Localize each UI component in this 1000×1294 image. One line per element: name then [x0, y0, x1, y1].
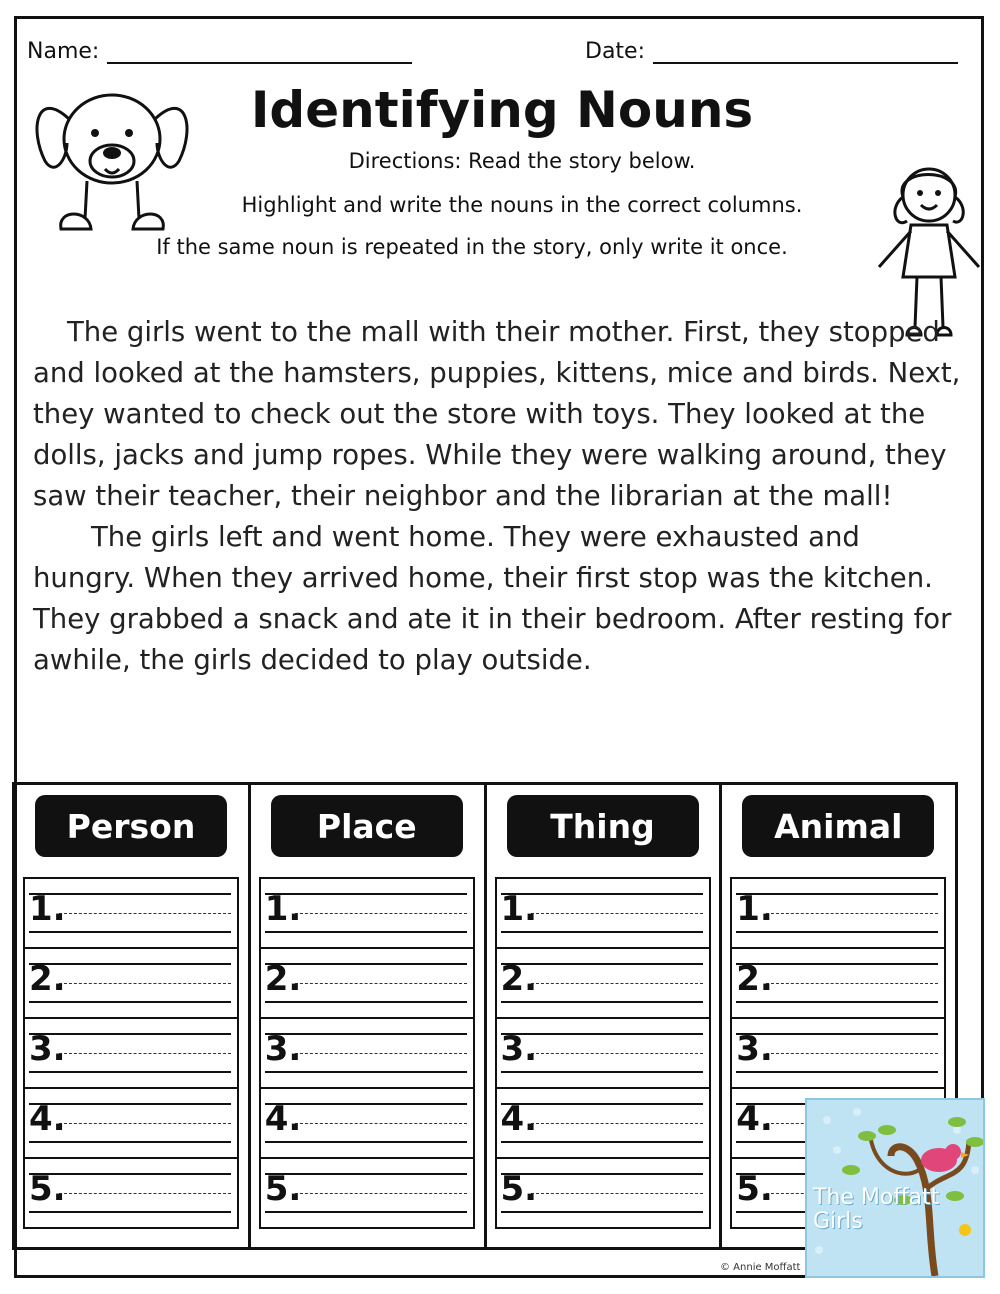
- row-number: 4.: [500, 1099, 538, 1139]
- row-number: 5.: [29, 1169, 66, 1209]
- answer-row[interactable]: [259, 1017, 475, 1087]
- row-number: 1.: [264, 889, 302, 929]
- row-number: 1.: [500, 889, 538, 929]
- answer-row[interactable]: [23, 947, 239, 1017]
- row-number: 4.: [29, 1099, 66, 1139]
- answer-row[interactable]: [495, 1017, 711, 1087]
- row-number: 2.: [500, 959, 538, 999]
- row-number: 1.: [29, 889, 66, 929]
- answer-row[interactable]: [23, 877, 239, 947]
- row-number: 5.: [264, 1169, 302, 1209]
- answer-row[interactable]: [730, 1017, 946, 1087]
- answer-row[interactable]: [495, 1087, 711, 1157]
- answer-row[interactable]: [23, 1017, 239, 1087]
- date-line[interactable]: [653, 42, 958, 64]
- date-label: Date:: [585, 39, 645, 64]
- row-number: 4.: [736, 1099, 773, 1139]
- directions-line-3: If the same noun is repeated in the story, only write it once.: [156, 235, 788, 259]
- date-field: [585, 39, 958, 64]
- answer-row[interactable]: [259, 947, 475, 1017]
- name-label: Name:: [27, 39, 100, 64]
- row-number: 4.: [264, 1099, 302, 1139]
- answer-rows: [495, 877, 711, 1229]
- row-number: 3.: [264, 1029, 302, 1069]
- row-number: 5.: [736, 1169, 773, 1209]
- name-line[interactable]: [107, 42, 412, 64]
- column-header-person: Person: [35, 795, 227, 857]
- answer-row[interactable]: [495, 1157, 711, 1229]
- column-header-thing: Thing: [507, 795, 699, 857]
- row-number: 2.: [29, 959, 66, 999]
- story-paragraph: The girls went to the mall with their mother. First, they stopped and looked at the hamsters, puppies, kittens, mice and birds. Next, they wanted to check out the store with toys. They looked at the dolls, jacks and jump ropes. While they were walking around, they saw their teacher, their neighbor and the librarian at the mall!: [33, 316, 961, 512]
- row-number: 2.: [264, 959, 302, 999]
- answer-row[interactable]: [730, 947, 946, 1017]
- answer-row[interactable]: [259, 1087, 475, 1157]
- column-header-animal: Animal: [742, 795, 934, 857]
- answer-row[interactable]: [23, 1157, 239, 1229]
- row-number: 3.: [29, 1029, 66, 1069]
- row-number: 5.: [500, 1169, 538, 1209]
- answer-row[interactable]: [259, 1157, 475, 1229]
- logo-text: The Moffatt Girls: [813, 1185, 940, 1234]
- answer-rows: [259, 877, 475, 1229]
- answer-row[interactable]: [730, 877, 946, 947]
- story: [33, 312, 963, 681]
- copyright-text: © Annie Moffatt: [720, 1262, 801, 1273]
- page-title: Identifying Nouns: [250, 81, 754, 139]
- answer-rows: [23, 877, 239, 1229]
- answer-row[interactable]: [495, 947, 711, 1017]
- column-person: [15, 785, 251, 1247]
- column-place: [251, 785, 487, 1247]
- column-thing: [487, 785, 723, 1247]
- moffatt-girls-logo: [805, 1098, 985, 1278]
- directions-line-2: Highlight and write the nouns in the correct columns.: [241, 193, 803, 217]
- row-number: 1.: [736, 889, 773, 929]
- directions-line-1: Directions: Read the story below.: [348, 149, 696, 173]
- row-number: 2.: [736, 959, 773, 999]
- story-paragraph: The girls left and went home. They were exhausted and hungry. When they arrived home, their first stop was the kitchen. They grabbed a snack and ate it in their bedroom. After resting for awhile, the girls decided to play outside.: [33, 521, 952, 676]
- answer-row[interactable]: [259, 877, 475, 947]
- answer-row[interactable]: [495, 877, 711, 947]
- answer-row[interactable]: [23, 1087, 239, 1157]
- row-number: 3.: [736, 1029, 773, 1069]
- column-header-place: Place: [271, 795, 463, 857]
- row-number: 3.: [500, 1029, 538, 1069]
- name-field: [27, 39, 412, 64]
